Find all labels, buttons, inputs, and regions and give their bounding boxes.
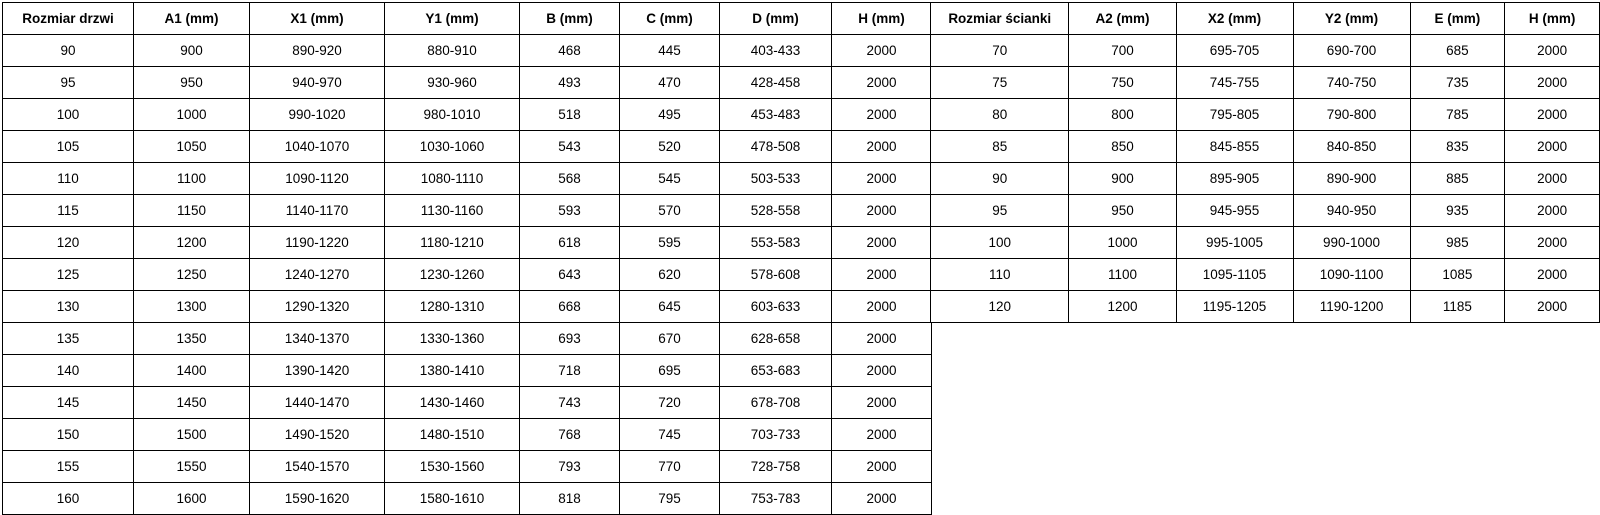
doors-cell: 503-533 [720, 163, 832, 195]
doors-cell: 980-1010 [385, 99, 520, 131]
walls-cell: 100 [931, 227, 1069, 259]
doors-cell: 1600 [134, 483, 250, 515]
doors-cell: 2000 [832, 131, 932, 163]
walls-column-header: A2 (mm) [1069, 3, 1176, 35]
walls-table-body [931, 35, 1600, 323]
doors-cell: 795 [620, 483, 720, 515]
doors-cell: 653-683 [720, 355, 832, 387]
walls-cell: 840-850 [1293, 131, 1410, 163]
doors-cell: 645 [620, 291, 720, 323]
doors-cell: 135 [3, 323, 134, 355]
table-header-row [3, 3, 932, 35]
doors-cell: 543 [520, 131, 620, 163]
doors-cell: 890-920 [250, 35, 385, 67]
doors-cell: 2000 [832, 99, 932, 131]
table-row [931, 163, 1600, 195]
doors-cell: 1200 [134, 227, 250, 259]
doors-cell: 578-608 [720, 259, 832, 291]
table-header-row [931, 3, 1600, 35]
doors-cell: 693 [520, 323, 620, 355]
walls-column-header: Y2 (mm) [1293, 3, 1410, 35]
walls-cell: 900 [1069, 163, 1176, 195]
doors-cell: 2000 [832, 355, 932, 387]
doors-table-body [3, 35, 932, 515]
doors-cell: 90 [3, 35, 134, 67]
walls-cell: 935 [1410, 195, 1505, 227]
table-row [931, 291, 1600, 323]
walls-cell: 1095-1105 [1176, 259, 1293, 291]
doors-column-header: C (mm) [620, 3, 720, 35]
doors-dimensions-table [2, 2, 932, 515]
doors-cell: 595 [620, 227, 720, 259]
doors-cell: 2000 [832, 291, 932, 323]
doors-cell: 703-733 [720, 419, 832, 451]
doors-cell: 695 [620, 355, 720, 387]
walls-cell: 2000 [1505, 99, 1600, 131]
walls-cell: 95 [931, 195, 1069, 227]
walls-cell: 835 [1410, 131, 1505, 163]
walls-cell: 795-805 [1176, 99, 1293, 131]
walls-cell: 945-955 [1176, 195, 1293, 227]
doors-cell: 2000 [832, 67, 932, 99]
doors-cell: 768 [520, 419, 620, 451]
doors-column-header: Rozmiar drzwi [3, 3, 134, 35]
table-row [3, 419, 932, 451]
doors-cell: 160 [3, 483, 134, 515]
doors-cell: 1330-1360 [385, 323, 520, 355]
doors-cell: 140 [3, 355, 134, 387]
walls-cell: 1195-1205 [1176, 291, 1293, 323]
doors-cell: 1350 [134, 323, 250, 355]
walls-column-header: X2 (mm) [1176, 3, 1293, 35]
table-row [3, 387, 932, 419]
doors-cell: 1050 [134, 131, 250, 163]
doors-cell: 1300 [134, 291, 250, 323]
doors-cell: 1180-1210 [385, 227, 520, 259]
table-row [931, 227, 1600, 259]
walls-column-header: E (mm) [1410, 3, 1505, 35]
doors-cell: 495 [620, 99, 720, 131]
doors-cell: 115 [3, 195, 134, 227]
walls-cell: 890-900 [1293, 163, 1410, 195]
doors-cell: 1550 [134, 451, 250, 483]
doors-cell: 618 [520, 227, 620, 259]
doors-column-header: X1 (mm) [250, 3, 385, 35]
doors-cell: 990-1020 [250, 99, 385, 131]
table-row [931, 35, 1600, 67]
doors-cell: 743 [520, 387, 620, 419]
doors-cell: 1150 [134, 195, 250, 227]
walls-cell: 740-750 [1293, 67, 1410, 99]
table-row [3, 227, 932, 259]
walls-cell: 120 [931, 291, 1069, 323]
doors-cell: 818 [520, 483, 620, 515]
doors-cell: 1000 [134, 99, 250, 131]
walls-cell: 790-800 [1293, 99, 1410, 131]
doors-cell: 880-910 [385, 35, 520, 67]
doors-column-header: D (mm) [720, 3, 832, 35]
table-row [931, 259, 1600, 291]
walls-cell: 2000 [1505, 291, 1600, 323]
walls-cell: 1000 [1069, 227, 1176, 259]
walls-cell: 1200 [1069, 291, 1176, 323]
doors-cell: 1380-1410 [385, 355, 520, 387]
doors-cell: 468 [520, 35, 620, 67]
doors-cell: 445 [620, 35, 720, 67]
walls-cell: 700 [1069, 35, 1176, 67]
walls-cell: 950 [1069, 195, 1176, 227]
doors-cell: 728-758 [720, 451, 832, 483]
doors-cell: 120 [3, 227, 134, 259]
walls-cell: 800 [1069, 99, 1176, 131]
doors-cell: 470 [620, 67, 720, 99]
doors-cell: 950 [134, 67, 250, 99]
doors-table-head [3, 3, 932, 35]
doors-cell: 940-970 [250, 67, 385, 99]
walls-cell: 80 [931, 99, 1069, 131]
doors-cell: 1240-1270 [250, 259, 385, 291]
walls-cell: 750 [1069, 67, 1176, 99]
table-row [3, 131, 932, 163]
doors-cell: 718 [520, 355, 620, 387]
doors-cell: 1290-1320 [250, 291, 385, 323]
doors-cell: 1230-1260 [385, 259, 520, 291]
doors-cell: 1080-1110 [385, 163, 520, 195]
doors-cell: 95 [3, 67, 134, 99]
doors-cell: 678-708 [720, 387, 832, 419]
walls-table-container [930, 2, 1600, 323]
doors-cell: 1140-1170 [250, 195, 385, 227]
doors-cell: 1340-1370 [250, 323, 385, 355]
doors-cell: 145 [3, 387, 134, 419]
doors-cell: 2000 [832, 195, 932, 227]
walls-cell: 745-755 [1176, 67, 1293, 99]
doors-cell: 1580-1610 [385, 483, 520, 515]
walls-cell: 985 [1410, 227, 1505, 259]
doors-column-header: A1 (mm) [134, 3, 250, 35]
doors-table-container [2, 2, 932, 515]
doors-cell: 900 [134, 35, 250, 67]
doors-cell: 670 [620, 323, 720, 355]
doors-cell: 2000 [832, 483, 932, 515]
walls-cell: 685 [1410, 35, 1505, 67]
doors-cell: 593 [520, 195, 620, 227]
walls-table-head [931, 3, 1600, 35]
walls-cell: 845-855 [1176, 131, 1293, 163]
doors-cell: 2000 [832, 387, 932, 419]
doors-cell: 1280-1310 [385, 291, 520, 323]
doors-cell: 745 [620, 419, 720, 451]
doors-cell: 2000 [832, 323, 932, 355]
table-row [3, 163, 932, 195]
walls-cell: 1090-1100 [1293, 259, 1410, 291]
doors-cell: 110 [3, 163, 134, 195]
walls-cell: 110 [931, 259, 1069, 291]
walls-cell: 785 [1410, 99, 1505, 131]
doors-cell: 2000 [832, 451, 932, 483]
walls-cell: 2000 [1505, 35, 1600, 67]
walls-cell: 1190-1200 [1293, 291, 1410, 323]
table-row [3, 99, 932, 131]
doors-cell: 528-558 [720, 195, 832, 227]
doors-cell: 453-483 [720, 99, 832, 131]
doors-cell: 603-633 [720, 291, 832, 323]
walls-cell: 2000 [1505, 195, 1600, 227]
doors-cell: 1490-1520 [250, 419, 385, 451]
doors-cell: 1040-1070 [250, 131, 385, 163]
table-row [3, 259, 932, 291]
table-row [931, 195, 1600, 227]
doors-cell: 403-433 [720, 35, 832, 67]
doors-cell: 1190-1220 [250, 227, 385, 259]
doors-cell: 1400 [134, 355, 250, 387]
doors-cell: 668 [520, 291, 620, 323]
walls-cell: 735 [1410, 67, 1505, 99]
doors-cell: 643 [520, 259, 620, 291]
doors-column-header: B (mm) [520, 3, 620, 35]
doors-cell: 2000 [832, 259, 932, 291]
doors-cell: 568 [520, 163, 620, 195]
walls-cell: 995-1005 [1176, 227, 1293, 259]
walls-cell: 990-1000 [1293, 227, 1410, 259]
walls-dimensions-table [930, 2, 1600, 323]
walls-cell: 85 [931, 131, 1069, 163]
doors-cell: 150 [3, 419, 134, 451]
doors-cell: 1530-1560 [385, 451, 520, 483]
doors-cell: 1480-1510 [385, 419, 520, 451]
doors-column-header: H (mm) [832, 3, 932, 35]
doors-cell: 100 [3, 99, 134, 131]
doors-cell: 493 [520, 67, 620, 99]
doors-cell: 1030-1060 [385, 131, 520, 163]
doors-cell: 628-658 [720, 323, 832, 355]
doors-cell: 1450 [134, 387, 250, 419]
doors-cell: 753-783 [720, 483, 832, 515]
doors-cell: 1540-1570 [250, 451, 385, 483]
walls-column-header: H (mm) [1505, 3, 1600, 35]
doors-cell: 428-458 [720, 67, 832, 99]
doors-cell: 1390-1420 [250, 355, 385, 387]
walls-cell: 885 [1410, 163, 1505, 195]
walls-cell: 2000 [1505, 131, 1600, 163]
doors-cell: 620 [620, 259, 720, 291]
walls-cell: 1100 [1069, 259, 1176, 291]
doors-cell: 545 [620, 163, 720, 195]
doors-cell: 720 [620, 387, 720, 419]
walls-cell: 2000 [1505, 67, 1600, 99]
doors-cell: 130 [3, 291, 134, 323]
doors-cell: 155 [3, 451, 134, 483]
doors-cell: 2000 [832, 163, 932, 195]
doors-cell: 553-583 [720, 227, 832, 259]
walls-cell: 940-950 [1293, 195, 1410, 227]
table-row [931, 99, 1600, 131]
table-row [3, 451, 932, 483]
table-row [931, 131, 1600, 163]
table-row [931, 67, 1600, 99]
doors-cell: 770 [620, 451, 720, 483]
walls-cell: 70 [931, 35, 1069, 67]
doors-cell: 1090-1120 [250, 163, 385, 195]
table-row [3, 355, 932, 387]
walls-cell: 75 [931, 67, 1069, 99]
table-row [3, 483, 932, 515]
doors-cell: 1590-1620 [250, 483, 385, 515]
walls-cell: 690-700 [1293, 35, 1410, 67]
walls-cell: 695-705 [1176, 35, 1293, 67]
doors-cell: 793 [520, 451, 620, 483]
doors-cell: 2000 [832, 35, 932, 67]
walls-cell: 2000 [1505, 227, 1600, 259]
walls-column-header: Rozmiar ścianki [931, 3, 1069, 35]
walls-cell: 895-905 [1176, 163, 1293, 195]
table-row [3, 67, 932, 99]
doors-cell: 570 [620, 195, 720, 227]
table-row [3, 195, 932, 227]
walls-cell: 1085 [1410, 259, 1505, 291]
doors-cell: 1250 [134, 259, 250, 291]
walls-cell: 2000 [1505, 259, 1600, 291]
doors-cell: 478-508 [720, 131, 832, 163]
doors-cell: 1500 [134, 419, 250, 451]
walls-cell: 1185 [1410, 291, 1505, 323]
doors-cell: 930-960 [385, 67, 520, 99]
doors-cell: 1440-1470 [250, 387, 385, 419]
table-row [3, 35, 932, 67]
table-row [3, 323, 932, 355]
doors-cell: 105 [3, 131, 134, 163]
doors-cell: 518 [520, 99, 620, 131]
doors-column-header: Y1 (mm) [385, 3, 520, 35]
doors-cell: 1130-1160 [385, 195, 520, 227]
walls-cell: 850 [1069, 131, 1176, 163]
doors-cell: 520 [620, 131, 720, 163]
doors-cell: 1100 [134, 163, 250, 195]
table-row [3, 291, 932, 323]
doors-cell: 125 [3, 259, 134, 291]
walls-cell: 90 [931, 163, 1069, 195]
doors-cell: 2000 [832, 227, 932, 259]
walls-cell: 2000 [1505, 163, 1600, 195]
doors-cell: 1430-1460 [385, 387, 520, 419]
doors-cell: 2000 [832, 419, 932, 451]
